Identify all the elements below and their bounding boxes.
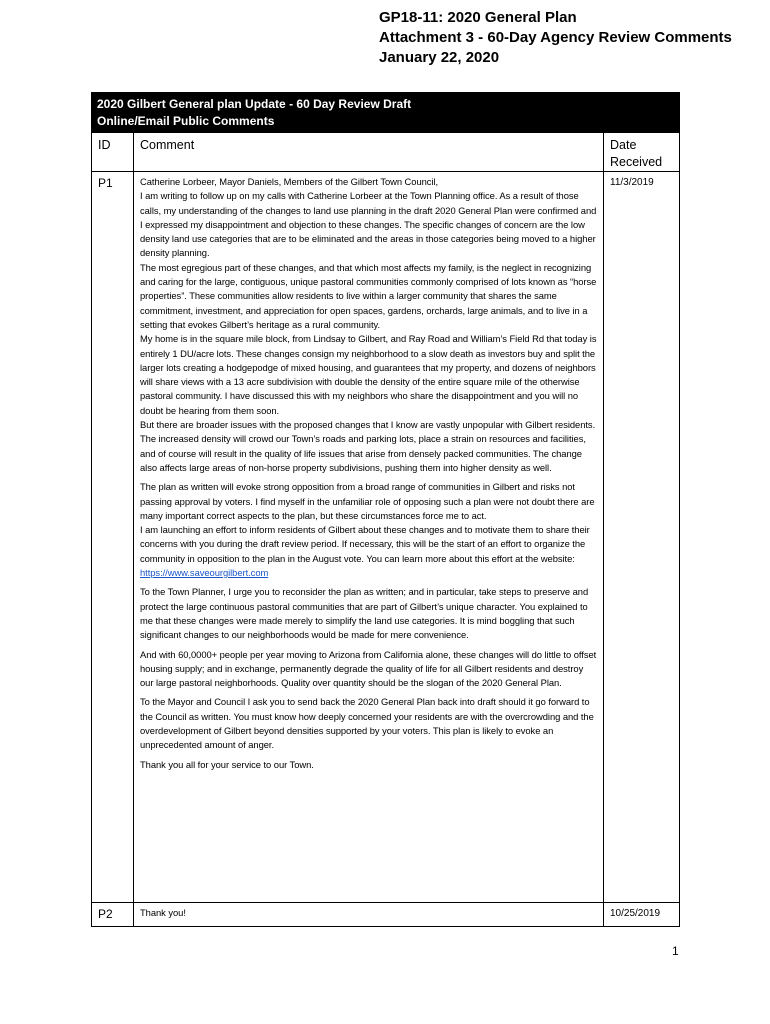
table-row <box>92 903 680 927</box>
row-date: 11/3/2019 <box>604 172 680 903</box>
comment-paragraph: The plan as written will evoke strong opposition from a broad range of communities in Gilbert and risks not passing approval by voters. I find myself in the unfamiliar role of opposing such a plan were not doubt there are many important correct aspects to the plan, but these circumstances force me to act. <box>140 481 595 521</box>
header-subtitle: Attachment 3 - 60-Day Agency Review Comments <box>379 29 732 46</box>
comment-paragraph: Thank you! <box>140 907 186 918</box>
column-header-comment: Comment <box>134 133 604 172</box>
comment-paragraph: But there are broader issues with the proposed changes that I know are vastly unpopular with Gilbert residents. The increased density will crowd our Town’s roads and parking lots, place a strain on resources and facilities, and of course will result in the quality of life issues that arise from densely packed communities. The change also affects large areas of non-horse property subdivisions, pushing them into higher density as well. <box>140 419 596 473</box>
table-header-row <box>92 133 680 172</box>
comment-paragraph: To the Town Planner, I urge you to reconsider the plan as written; and in particular, take steps to preserve and protect the large continuous pastoral communities that are part of Gilbert’s unique character. You explained to me that these changes were made merely to simplify the land use categories. It is mind boggling that such significant changes to our neighborhoods would be made for mere convenience. <box>140 586 589 641</box>
comment-paragraph: Catherine Lorbeer, Mayor Daniels, Members of the Gilbert Town Council, <box>140 176 439 187</box>
comment-paragraph-with-link <box>140 523 597 580</box>
row-id: P2 <box>92 903 134 927</box>
comments-table <box>91 92 680 927</box>
comment-paragraph: I am launching an effort to inform residents of Gilbert about these changes and to motivate them to share their concerns with you during the draft review period. If necessary, this will be the start of an effort to organize the community in opposition to the plan in the August vote. You can learn more about this effort at the website: <box>140 524 590 564</box>
column-header-id: ID <box>92 133 134 172</box>
document-header <box>379 8 769 68</box>
comment-paragraph: My home is in the square mile block, from Lindsay to Gilbert, and Ray Road and William’s Field Rd that today is entirely 1 DU/acre lots. These changes consign my neighborhood to a slow death as investors buy and split the larger lots creating a hodgepodge of mixed housing, and guarantees that my property, and dozens of neighbors will share views with a 13 acre subdivision with double the density of the entire square mile of the otherwise pastoral community. I have discussed this with my neighbors who share the disappointment and you will no doubt be hearing from them soon. <box>140 333 597 416</box>
website-link[interactable]: https://www.saveourgilbert.com <box>140 567 269 579</box>
comment-paragraph: I am writing to follow up on my calls with Catherine Lorbeer at the Town Planning office. As a result of those calls, my understanding of the changes to land use planning in the draft 2020 General Plan were confirmed and I expressed my disappointment and objection to these changes. The specific changes of concern are the low density land use categories that are to be eliminated and the areas in those categories being moved to a higher density planning. <box>140 190 597 259</box>
comment-paragraph: And with 60,0000+ people per year moving to Arizona from California alone, these changes will do little to offset housing supply; and in exchange, permanently degrade the quality of life for all Gilbert residents and destroy our large pastoral neighborhoods. Quality over quantity should be the slogan of the 2020 General Plan. <box>140 648 597 689</box>
row-comment <box>134 903 604 927</box>
banner-subtitle: Online/Email Public Comments <box>97 114 275 128</box>
column-header-date-line2: Received <box>610 155 663 169</box>
header-date: January 22, 2020 <box>379 49 500 66</box>
header-title: GP18-11: 2020 General Plan <box>379 9 577 26</box>
table-row <box>92 172 680 903</box>
row-date: 10/25/2019 <box>604 903 680 927</box>
table-banner <box>92 93 680 133</box>
table-banner-row <box>92 93 680 133</box>
banner-title: 2020 Gilbert General plan Update - 60 Day Review Draft <box>97 97 412 111</box>
comment-paragraph: To the Mayor and Council I ask you to send back the 2020 General Plan back into draft should it go forward to the Council as written. You must know how deeply concerned your residents are with the overcrowding and the overdevelopment of Gilbert beyond densities supported by your voters. This plan is likely to evoke an unprecedented amount of anger. <box>140 696 594 751</box>
row-comment <box>134 172 604 903</box>
column-header-date-line1: Date <box>610 138 637 152</box>
row-id: P1 <box>92 172 134 903</box>
comment-paragraph: Thank you all for your service to our Town. <box>140 758 314 770</box>
column-header-date <box>604 133 680 172</box>
comment-paragraph: The most egregious part of these changes, and that which most affects my family, is the neglect in recognizing and caring for the large, contiguous, unique pastoral communities commonly comprised of lots known as “horse properties”. These communities allow residents to live within a larger community that shares the same commitment, investment, and appreciation for open spaces, gardens, orchards, large animals, and to live in a setting that evokes Gilbert’s heritage as a rural community. <box>140 261 597 330</box>
page-number: 1 <box>672 944 679 958</box>
